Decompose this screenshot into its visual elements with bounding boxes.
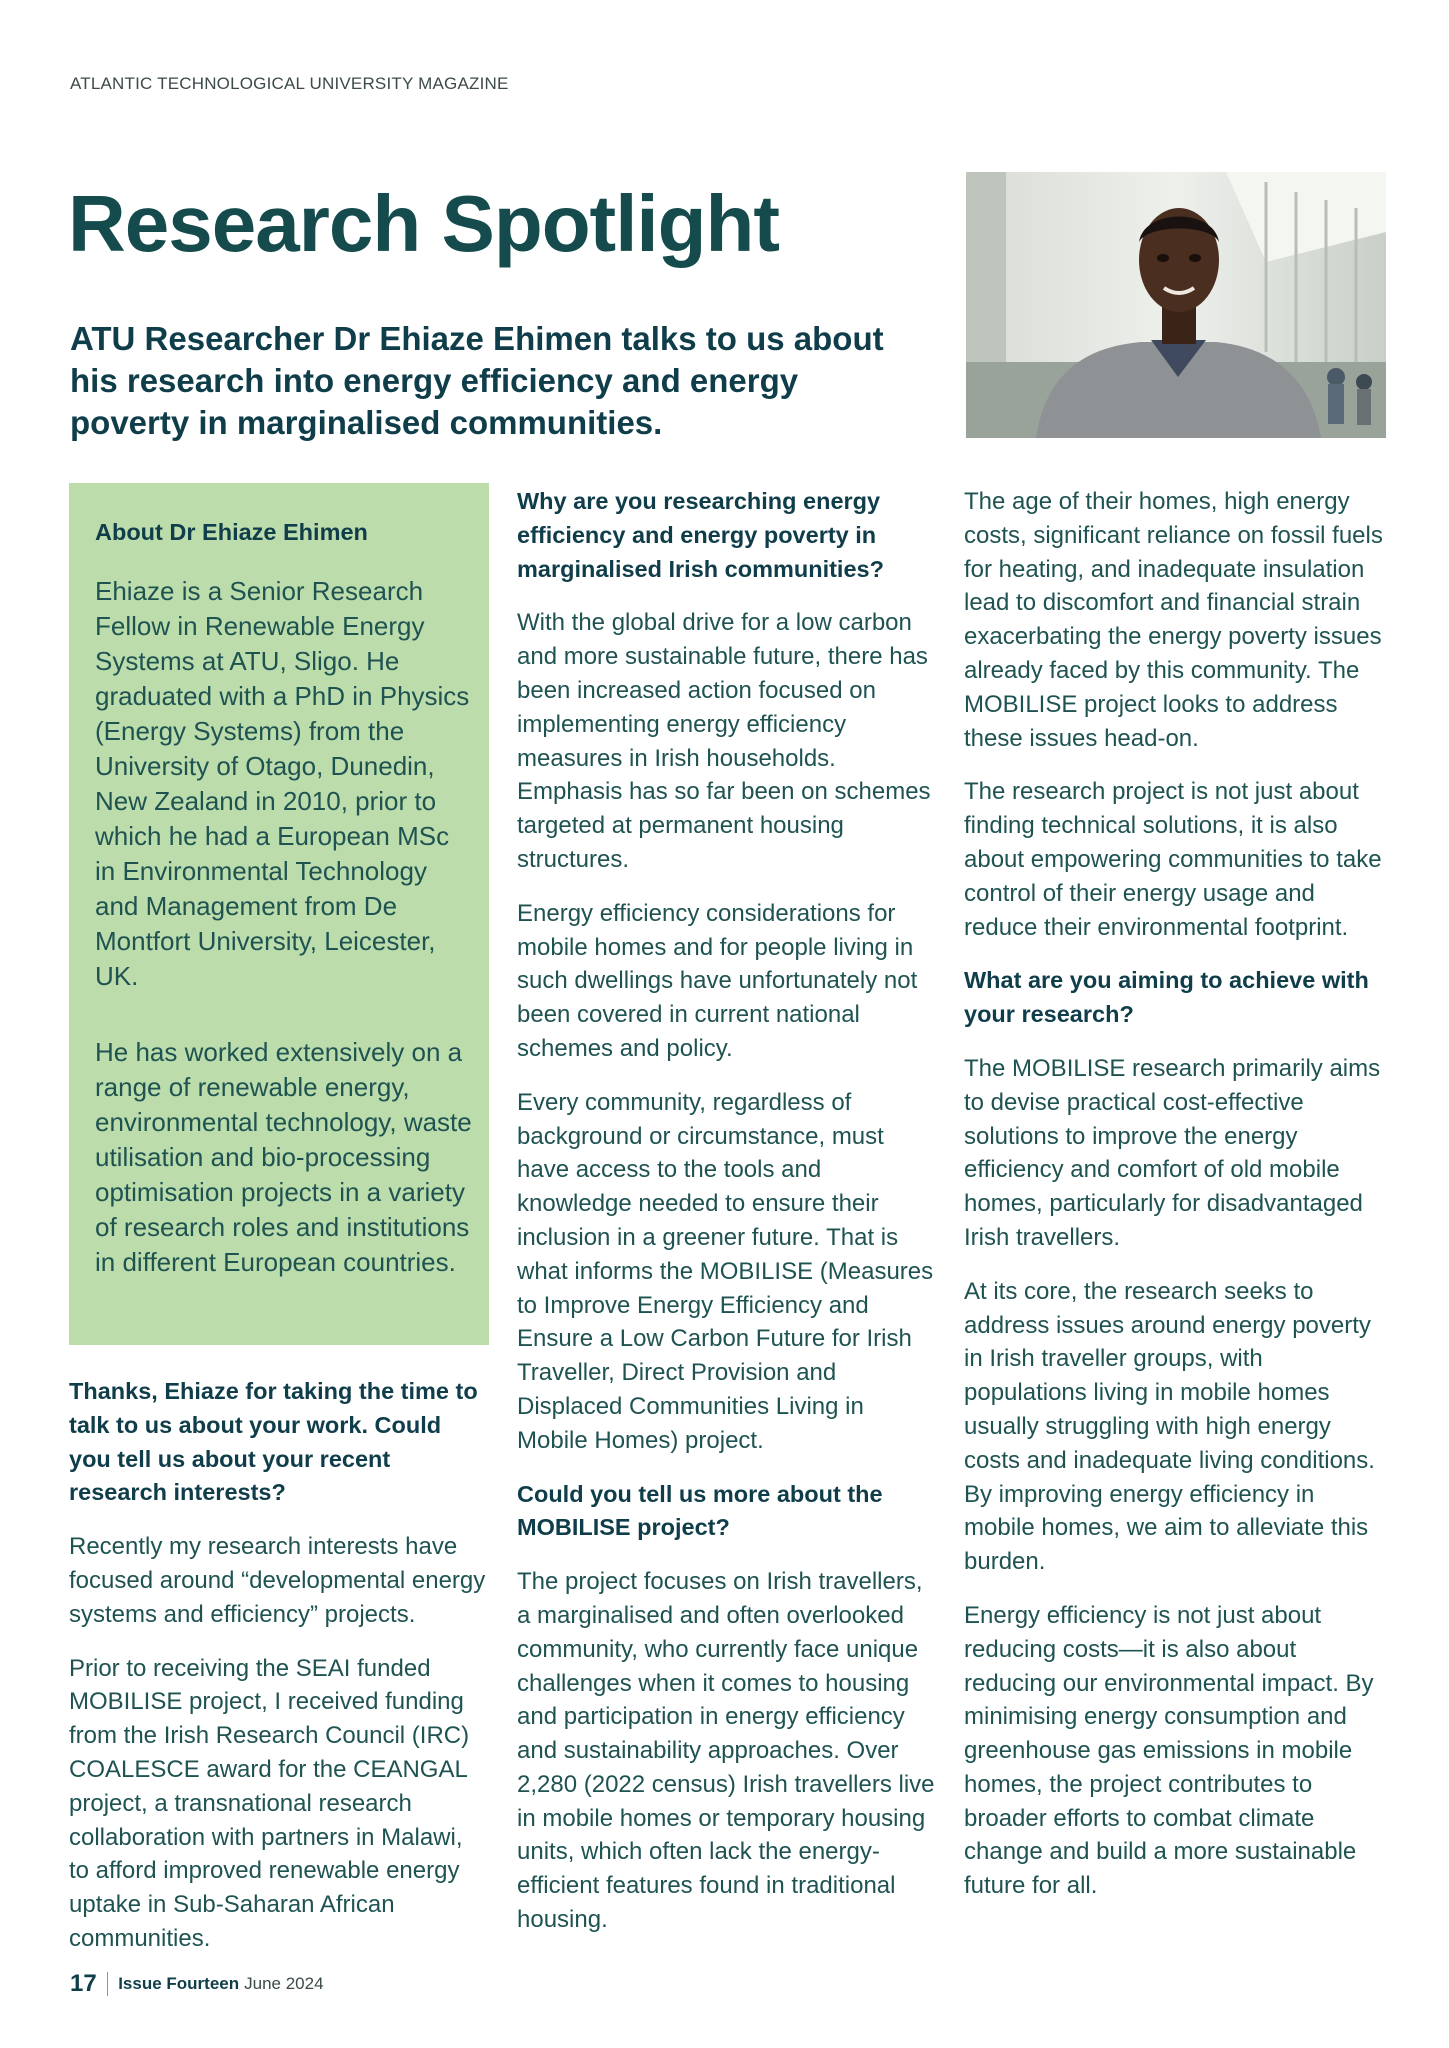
page-number: 17 xyxy=(70,1970,97,1997)
about-heading: About Dr Ehiaze Ehimen xyxy=(95,519,368,545)
column-3-paragraph-2: The research project is not just about finding technical solutions, it is also about empowering communities to take control of their energy usage and reduce their environmental footprint. xyxy=(964,778,1382,941)
magazine-kicker: ATLANTIC TECHNOLOGICAL UNIVERSITY MAGAZINE xyxy=(70,74,509,93)
column-2-paragraph-1: With the global drive for a low carbon and more sustainable future, there has been increased action focused on implementing energy efficiency measures in Irish households. Emphasis has so far been on schemes targeted at permanent housing structures. xyxy=(517,609,931,873)
column-2-paragraph-2: Energy efficiency considerations for mobile homes and for people living in such dwellings have unfortunately not been covered in current national schemes and policy. xyxy=(517,899,918,1062)
footer-divider xyxy=(107,1972,109,1996)
question-recent-interests: Thanks, Ehiaze for taking the time to talk to us about your work. Could you tell us about your recent research interests? xyxy=(69,1378,478,1506)
column-2-paragraph-4: The project focuses on Irish travellers, a marginalised and often overlooked community, who currently face unique challenges when it comes to housing and participation in energy efficiency and sustainability approaches. Over 2,280 (2022 census) Irish travellers live in mobile homes or temporary housing units, which often lack the energy-efficient features found in traditional housing. xyxy=(517,1568,935,1934)
about-paragraph-2: He has worked extensively on a range of renewable energy, environmental technology, waste utilisation and bio-processing optimisation projects in a variety of research roles and institutions in different European countries. xyxy=(95,1037,472,1277)
column-1 xyxy=(69,1375,489,1976)
portrait-photo xyxy=(966,172,1386,438)
column-3-paragraph-3: The MOBILISE research primarily aims to devise practical cost-effective solutions to improve the energy efficiency and comfort of old mobile homes, particularly for disadvantaged Irish travellers. xyxy=(964,1054,1381,1251)
question-why-research: Why are you researching energy efficiency and energy poverty in marginalised Irish communities? xyxy=(517,488,884,582)
about-paragraph-1: Ehiaze is a Senior Research Fellow in Renewable Energy Systems at ATU, Sligo. He graduated with a PhD in Physics (Energy Systems) from the University of Otago, Dunedin, New Zealand in 2010, prior to which he had a European MSc in Environmental Technology and Management from De Montfort University, Leicester, UK. xyxy=(95,576,470,991)
question-aims: What are you aiming to achieve with your research? xyxy=(964,967,1369,1028)
article-intro: ATU Researcher Dr Ehiaze Ehimen talks to us about his research into energy efficiency and energy poverty in marginalised communities. xyxy=(70,320,884,441)
portrait-photo-illustration xyxy=(966,172,1386,438)
page-title: Research Spotlight xyxy=(68,179,780,268)
column-1-paragraph-1: Recently my research interests have focused around “developmental energy systems and efficiency” projects. xyxy=(69,1533,486,1628)
column-3-paragraph-1: The age of their homes, high energy costs, significant reliance on fossil fuels for heating, and inadequate insulation lead to discomfort and financial strain exacerbating the energy poverty issues already faced by this community. The MOBILISE project looks to address these issues head-on. xyxy=(964,488,1383,752)
column-2 xyxy=(517,485,937,1957)
page-footer xyxy=(70,1970,324,1998)
issue-label: Issue Fourteen xyxy=(118,1974,240,1993)
column-3-paragraph-4: At its core, the research seeks to address issues around energy poverty in Irish traveller groups, with populations living in mobile homes usually struggling with high energy costs and inadequate living conditions. By improving energy efficiency in mobile homes, we aim to alleviate this burden. xyxy=(964,1277,1375,1576)
question-mobilise-project: Could you tell us more about the MOBILISE project? xyxy=(517,1480,883,1541)
column-2-paragraph-3: Every community, regardless of background or circumstance, must have access to the tools and knowledge needed to ensure their inclusion in a greener future. That is what informs the MOBILISE (Measures to Improve Energy Efficiency and Ensure a Low Carbon Future for Irish Traveller, Direct Provision and Displaced Communities Living in Mobile Homes) project. xyxy=(517,1088,934,1454)
issue-date: June 2024 xyxy=(244,1974,324,1993)
column-1-paragraph-2: Prior to receiving the SEAI funded MOBILISE project, I received funding from the Irish Research Council (IRC) COALESCE award for the CEANGAL project, a transnational research collaboration with partners in Malawi, to afford improved renewable energy uptake in Sub-Saharan African communities. xyxy=(69,1654,470,1952)
column-3-paragraph-5: Energy efficiency is not just about reducing costs—it is also about reducing our environmental impact. By minimising energy consumption and greenhouse gas emissions in mobile homes, the project contributes to broader efforts to combat climate change and build a more sustainable future for all. xyxy=(964,1601,1374,1900)
column-3 xyxy=(964,485,1390,1923)
about-box xyxy=(69,483,489,1345)
